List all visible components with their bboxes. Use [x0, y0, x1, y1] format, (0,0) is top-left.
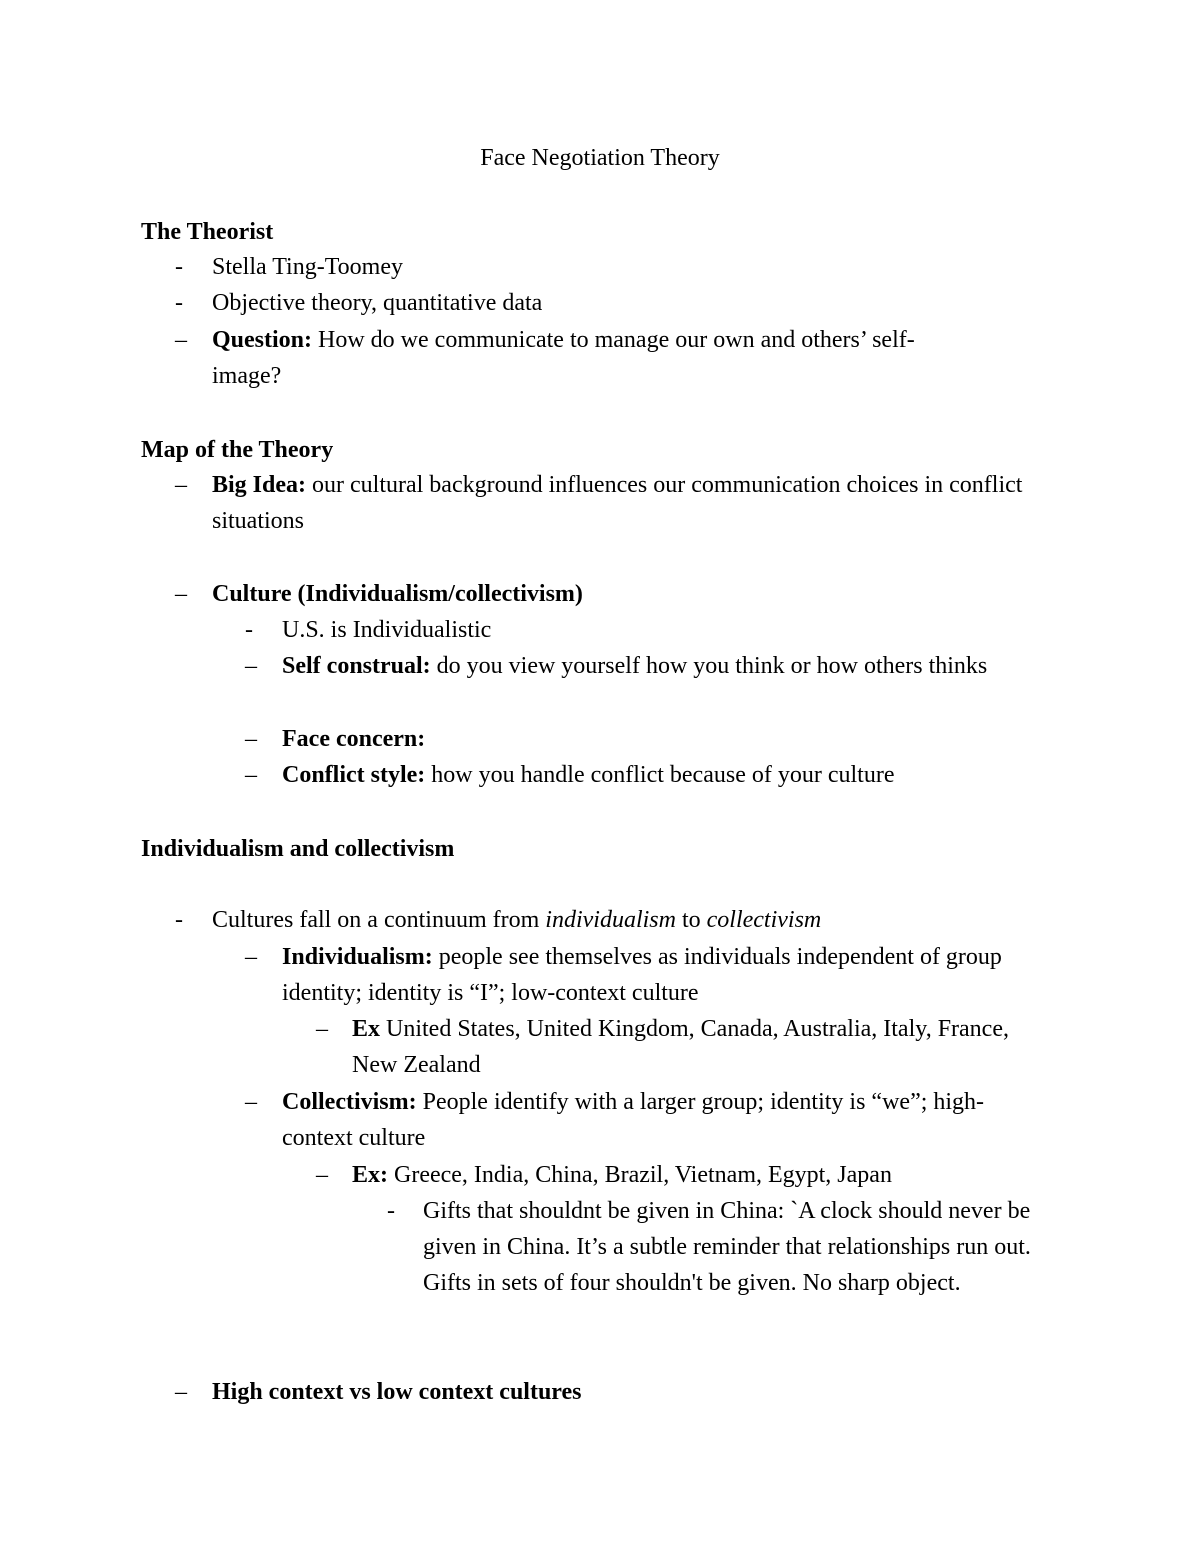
question-text: How do we communicate to manage our own and others’ self-image?	[212, 327, 915, 389]
collectivism-text: People identify with a larger group; identity is “we”; high-context culture	[282, 1089, 985, 1151]
bullet-dash: –	[245, 653, 257, 679]
continuum-collectivism: collectivism	[706, 907, 822, 933]
list-item: Objective theory, quantitative data	[212, 290, 543, 316]
collectivism-label: Collectivism:	[282, 1089, 417, 1115]
list-item-conflict-style	[282, 757, 1062, 793]
individualism-label: Individualism:	[282, 944, 433, 970]
list-item-individualism	[282, 939, 1052, 1011]
list-item-context	[212, 1374, 1072, 1410]
list-item-face-concern	[282, 721, 1062, 757]
bullet-dash: –	[245, 726, 257, 752]
bullet-dash: –	[175, 1379, 187, 1405]
bullet-dash: -	[387, 1198, 395, 1224]
list-item-big-idea	[212, 467, 1062, 539]
bullet-dash: -	[175, 254, 183, 280]
document-title: Face Negotiation Theory	[480, 145, 720, 171]
list-item-collectivism	[282, 1084, 1052, 1156]
individualism-ex-label: Ex	[352, 1016, 381, 1042]
conflict-style-text: how you handle conflict because of your culture	[425, 762, 895, 788]
bullet-dash: -	[175, 907, 183, 933]
face-concern-label: Face concern:	[282, 726, 426, 752]
bullet-dash: –	[316, 1162, 328, 1188]
list-item-gifts: Gifts that shouldnt be given in China: `A clock should never be given in China. It’s a subtle reminder that relationships run out. Gifts in sets of four shouldn't be given. No sharp object.	[423, 1198, 1031, 1296]
list-item-collectivism-examples	[352, 1157, 1052, 1193]
bullet-dash: –	[245, 762, 257, 788]
conflict-style-label: Conflict style:	[282, 762, 426, 788]
question-label: Question:	[212, 327, 313, 353]
list-item: U.S. is Individualistic	[282, 617, 492, 643]
bullet-dash: -	[245, 617, 253, 643]
culture-label: Culture (Individualism/collectivism)	[212, 581, 583, 607]
bullet-dash: –	[245, 1089, 257, 1115]
collectivism-ex-label: Ex:	[352, 1162, 388, 1188]
collectivism-ex-text: Greece, India, China, Brazil, Vietnam, Egypt, Japan	[388, 1162, 892, 1188]
continuum-pre: Cultures fall on a continuum from	[212, 907, 546, 933]
individualism-ex-text: United States, United Kingdom, Canada, Australia, Italy, France, New Zealand	[352, 1016, 1009, 1078]
individualism-text: people see themselves as individuals independent of group identity; identity is “I”; low-context culture	[282, 944, 1002, 1006]
bullet-dash: –	[316, 1016, 328, 1042]
bullet-dash: –	[245, 944, 257, 970]
list-item-individualism-examples	[352, 1011, 1042, 1083]
bullet-dash: –	[175, 581, 187, 607]
list-item-self-construal	[282, 648, 1032, 684]
list-item-question	[212, 322, 972, 394]
list-item-culture	[212, 576, 1072, 612]
bullet-dash: –	[175, 327, 187, 353]
self-construal-text: do you view yourself how you think or how others thinks	[430, 653, 988, 679]
bullet-dash: –	[175, 472, 187, 498]
self-construal-label: Self construal:	[282, 653, 431, 679]
big-idea-text: our cultural background influences our communication choices in conflict situations	[212, 472, 1023, 534]
list-item: Stella Ting-Toomey	[212, 254, 404, 280]
heading-map-of-the-theory: Map of the Theory	[141, 437, 334, 463]
continuum-individualism: individualism	[545, 907, 676, 933]
bullet-dash: -	[175, 290, 183, 316]
heading-individualism-and-collectivism: Individualism and collectivism	[141, 836, 455, 862]
big-idea-label: Big Idea:	[212, 472, 307, 498]
continuum-mid: to	[675, 907, 707, 933]
list-item-continuum	[212, 902, 1072, 938]
context-label: High context vs low context cultures	[212, 1379, 582, 1405]
heading-the-theorist: The Theorist	[141, 219, 274, 245]
